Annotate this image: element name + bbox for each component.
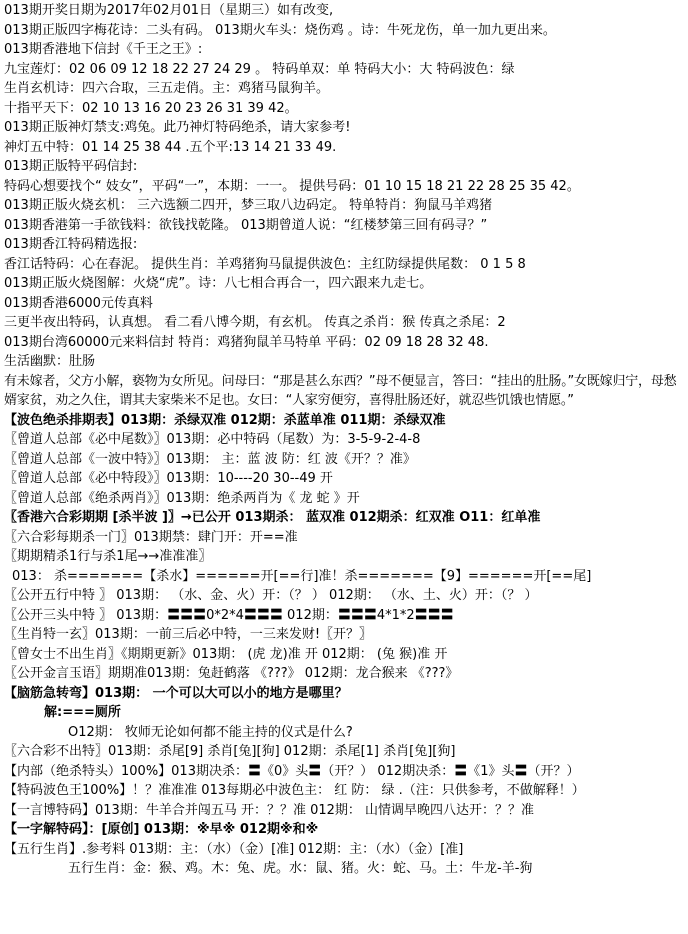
half-wave-kill-line: 〖香港六合彩期期 [杀半波 ]〗→已公开 013期杀： 蓝双准 012期杀：红双准 O11：红单准 <box>4 510 541 525</box>
teaser-answer-line: 解:===厕所 <box>44 705 121 720</box>
humor-story: 有未嫁者，父方小解，亵物为女所见。问母曰：“那是甚么东西？”母不便显言，答曰：“挂出的肚肠。”女既嫁归宁，母愁婿家贫，劝之久住，谓其夫家柴米不足也。女曰：“人家穷便穷，喜得肚肠还好，就忍些饥饿也情愿。” <box>4 373 677 408</box>
brain-teaser-line: 【脑筋急转弯】013期： 一个可以大可以小的地方是哪里？ <box>4 685 348 701</box>
one-wave-line: 〖曾道人总部《一波中特》〗013期： 主：蓝 波 防：红 波《开？？准》 <box>4 451 416 467</box>
tail-number-line: 〖曾道人总部《必中尾数》〗013期：必中特码（尾数）为：3-5-9-2-4-8 <box>4 432 421 447</box>
internal-kill-line: 【内部（绝杀特头）100%】013期决杀：〓《0》头〓（开？） 012期决杀：〓《1》头〓（开？） <box>4 763 580 779</box>
hongjiang-title: 013期香江特码精选报: <box>4 237 138 252</box>
midnight-line: 三更半夜出特码，认真想。 看二看八博今期，有玄机。 传真之杀肖：猴 传真之杀尾：2 <box>4 315 506 330</box>
flat-code-title: 013期正版特平码信封: <box>4 159 138 174</box>
hk-fax-title: 013期香港6000元传真料 <box>4 295 153 311</box>
special-code-line: 特码心想要找个“ 妓女”，平码“一”，本期：一一。 提供号码：01 10 15 18 21 22 28 25 35 42。 <box>4 178 580 194</box>
five-element-mapping-line: 五行生肖：金：猴、鸡。木：兔、虎。水：鼠、猪。火：蛇、马。土：牛龙-羊-狗 <box>68 861 533 876</box>
fire-mystery-line: 013期正版火烧玄机： 三六选额二四开，梦三取八边码定。 特单特肖：狗鼠马羊鸡猪 <box>4 198 493 213</box>
golden-words-line: 〖公开金言玉语〗期期准013期：兔赶鹤落 《???》 012期：龙合猴来 《???》 <box>4 666 459 681</box>
plum-poem-line: 013期正版四字梅花诗：二头有码。 013期火车头：烧伤鸡 。诗：牛死龙伤，单一加九更出来。 <box>4 22 556 38</box>
taiwan-envelope-line: 013期台湾60000元来料信封 特肖：鸡猪狗鼠羊马特单 平码：02 09 18 28 32 48. <box>4 334 489 350</box>
zodiac-poem-line: 生肖玄机诗：四六合取，三五走俏。主：鸡猪马鼠狗羊。 <box>4 81 330 96</box>
hk-first-hand-line: 013期香港第一手欲钱料：欲钱找乾隆。 013期曾道人说：“红楼梦第三回有码寻？” <box>4 217 488 233</box>
kill-one-door-line: 〖六合彩每期杀一门〗013期禁：肆门开：开==准 <box>4 529 298 545</box>
hongjiang-line: 香江话特码：心在春泥。 提供生肖：羊鸡猪狗马鼠提供波色：主红防绿提供尾数： 0 1 5 8 <box>4 256 526 272</box>
lamp-ban-line: 013期正版神灯禁支:鸡兔。此乃神灯特码绝杀，请大家参考! <box>4 120 351 135</box>
fire-diagram-line: 013期正版火烧图解：火烧“虎”。诗：八七相合再合一，四六跟来九走七。 <box>4 276 433 291</box>
three-heads-line: 〖公开三头中特 〗 013期：〓〓〓0*2*4〓〓〓 012期：〓〓〓4*1*2〓〓〓 <box>4 607 454 623</box>
no-special-line: 〖六合彩不出特〗013期：杀尾[9] 杀肖[兔][狗] 012期：杀尾[1] 杀肖[兔][狗] <box>4 744 456 759</box>
five-elements-line: 〖公开五行中特 〗 013期： （水、金、火）开：（？ ） 012期： （水、土、火）开：（？ ） <box>4 588 538 603</box>
zodiac-mystery-line: 〖生肖特一玄〗013期：一前三后必中特，一三来发财!〖开？〗 <box>4 627 373 642</box>
kill-water-line: 013： 杀=======【杀水】======开[==行]准！杀=======【9】======开[==尾] <box>12 568 592 584</box>
draw-date-line: 013期开奖日期为2017年02月01日（星期三）如有改变, <box>4 3 334 18</box>
ten-fingers-line: 十指平天下：02 10 13 16 20 23 26 31 39 42。 <box>4 100 298 116</box>
one-word-line: 【一言博特码】013期：牛羊合并闯五马 开：？？准 012期： 山情调早晚四八达开：？？准 <box>4 802 535 818</box>
nine-lotus-line: 九宝莲灯：02 06 09 12 18 22 27 24 29 。 特码单双：单 特码大小：大 特码波色：绿 <box>4 61 515 77</box>
one-char-line: 【一字解特码】：[原创] 013期：※早※ 012期※和※ <box>4 822 319 837</box>
special-segment-line: 〖曾道人总部《必中特段》〗013期：10----20 30--49 开 <box>4 471 333 486</box>
color-kill-schedule: 【波色绝杀排期表】013期：杀绿双准 012期：杀蓝单准 011期：杀绿双准 <box>4 412 446 428</box>
humor-title: 生活幽默：肚肠 <box>4 354 96 369</box>
hk-envelope-title: 013期香港地下信封《千王之王》: <box>4 42 203 57</box>
teaser-012-line: O12期： 牧师无论如何都不能主持的仪式是什么? <box>68 724 353 740</box>
lamp-five-line: 神灯五中特：01 14 25 38 44 .五个平:13 14 21 33 49. <box>4 139 337 155</box>
wave-king-line: 【特码波色王100%】！？准准准 013每期必中波色主： 红 防： 绿 .（注：只供参考，不做解释！） <box>4 783 585 798</box>
five-element-zodiac-line: 【五行生肖】.参考料 013期：主：（水）（金）[准] 012期：主：（水）（金）[准] <box>4 841 464 857</box>
kill-two-zodiac-line: 〖曾道人总部《绝杀两肖》〗013期：绝杀两肖为《 龙 蛇 》开 <box>4 490 360 506</box>
kill-one-row-title: 〖期期精杀1行与杀1尾→→准准准〗 <box>4 549 212 564</box>
ms-zodiac-line: 〖曾女士不出生肖〗《期期更新》013期： (虎 龙)准 开 012期： (兔 猴)准 开 <box>4 646 448 662</box>
